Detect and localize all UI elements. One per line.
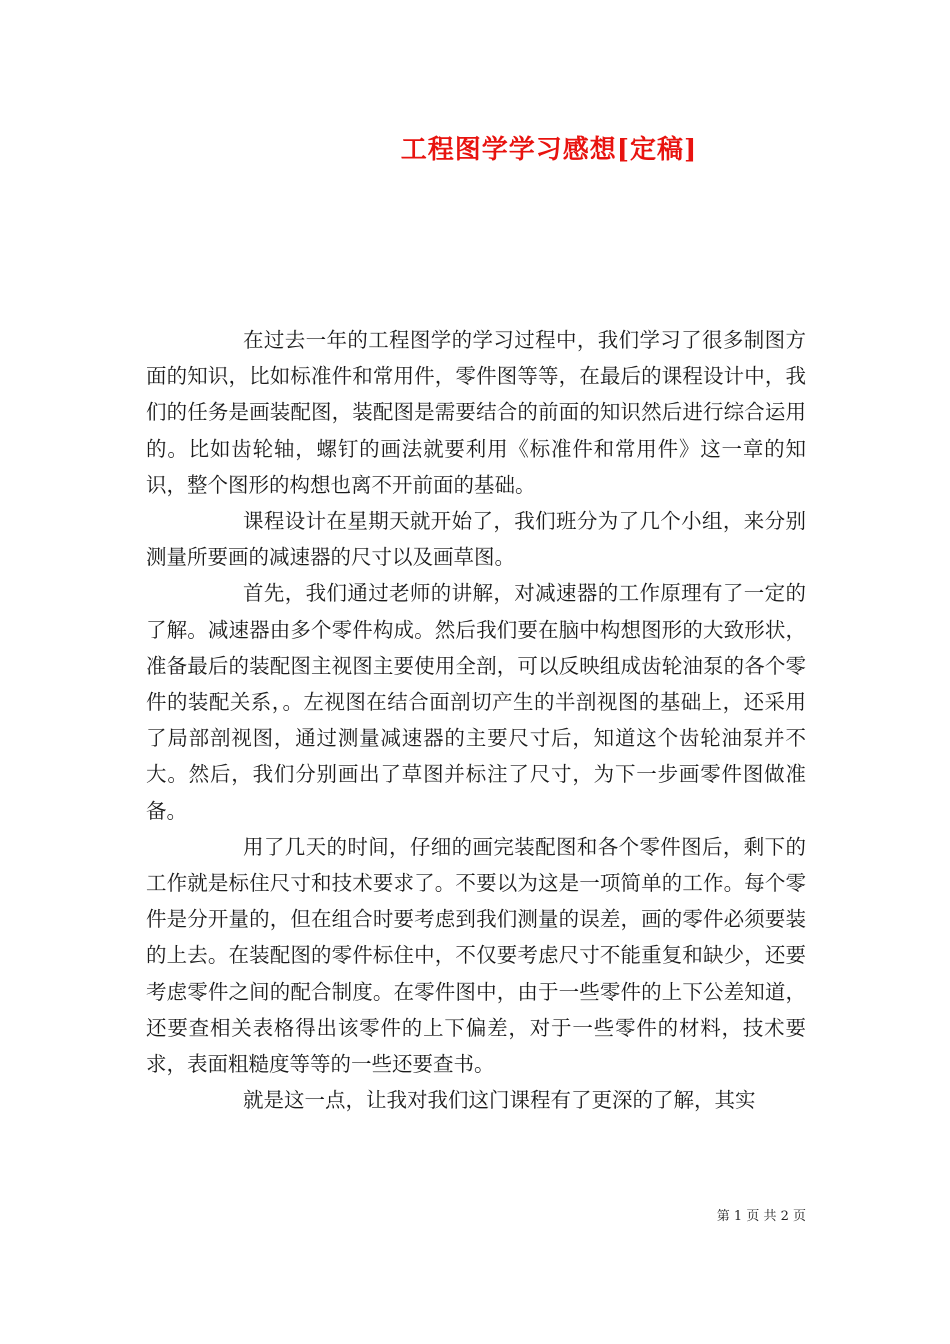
- page-number-footer: 第 1 页 共 2 页: [716, 1209, 806, 1224]
- paragraph: 就是这一点，让我对我们这门课程有了更深的了解，其实: [243, 1088, 756, 1113]
- page-title: 工程图学学习感想[定稿]: [400, 135, 698, 165]
- paragraph: 用了几天的时间，仔细的画完装配图和各个零件图后，剩下的工作就是标住尺寸和技术要求了。不要以为这是一项简单的工作。每个零件是分开量的，但在组合时要考虑到我们测量的误差，画的零件必须要装的上去。在装配图的零件标住中，不仅要考虑尺寸不能重复和缺少，还要考虑零件之间的配合制度。在零件图中，由于一些零件的上下公差知道，还要查相关表格得出该零件的上下偏差，对于一些零件的材料，技术要求，表面粗糙度等等的一些还要查书。: [146, 834, 806, 1077]
- paragraph: 首先，我们通过老师的讲解，对减速器的工作原理有了一定的了解。减速器由多个零件构成。然后我们要在脑中构想图形的大致形状，准备最后的装配图主视图主要使用全剖，可以反映组成齿轮油泵的各个零件的装配关系，。左视图在结合面剖切产生的半剖视图的基础上，还采用了局部剖视图，通过测量减速器的主要尺寸后，知道这个齿轮油泵并不大。然后，我们分别画出了草图并标注了尺寸，为下一步画零件图做准备。: [146, 581, 806, 823]
- paragraph: 在过去一年的工程图学的学习过程中，我们学习了很多制图方面的知识，比如标准件和常用件，零件图等等，在最后的课程设计中，我们的任务是画装配图，装配图是需要结合的前面的知识然后进行综合运用的。比如齿轮轴，螺钉的画法就要利用《标准件和常用件》这一章的知识，整个图形的构想也离不开前面的基础。: [146, 328, 806, 497]
- document-body: [146, 322, 806, 1118]
- paragraph: 课程设计在星期天就开始了，我们班分为了几个小组，来分别测量所要画的减速器的尺寸以及画草图。: [146, 509, 806, 570]
